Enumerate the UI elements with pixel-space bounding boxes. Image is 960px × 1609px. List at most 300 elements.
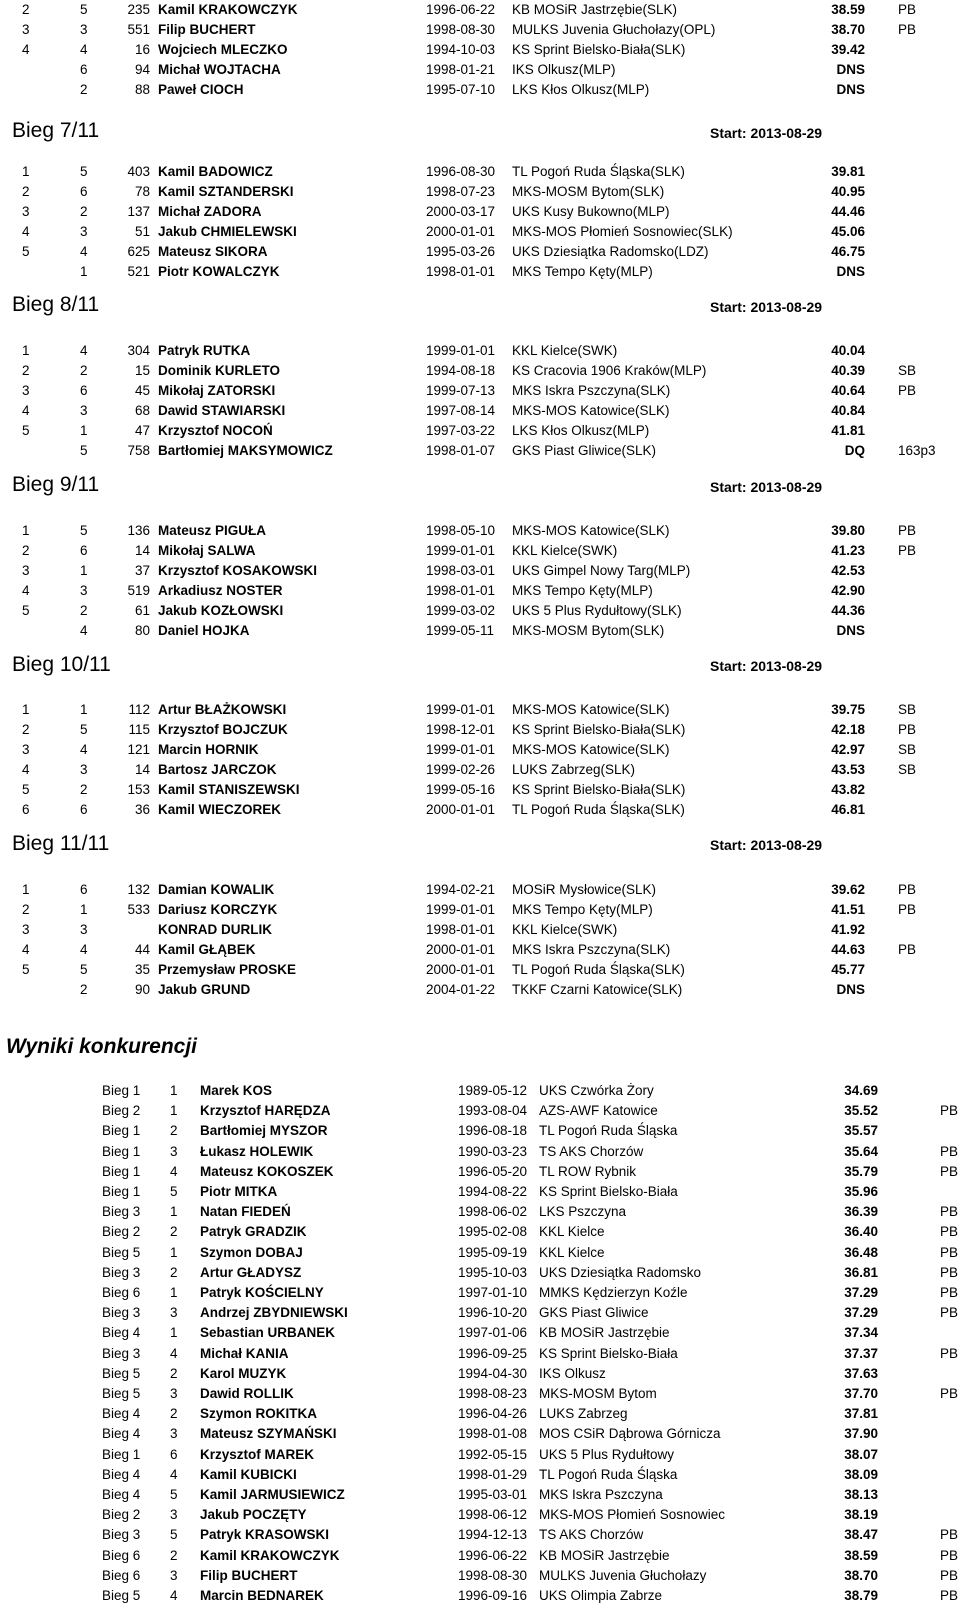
birth-date: 1995-03-01 <box>458 1487 528 1502</box>
athlete-name: Artur GŁADYSZ <box>200 1264 302 1280</box>
ranking-row <box>0 1505 960 1525</box>
bib-cell: 78 <box>134 184 150 199</box>
lane-cell: 2 <box>80 204 88 219</box>
result-time: 38.47 <box>844 1527 878 1543</box>
birth-date: 1996-06-22 <box>426 2 496 17</box>
result-note: PB <box>940 1224 959 1240</box>
club-name: GKS Piast Gliwice <box>539 1305 649 1321</box>
athlete-name: Marcin HORNIK <box>158 742 259 757</box>
bib-cell: 403 <box>127 164 150 179</box>
result-row <box>0 800 960 820</box>
result-row <box>0 361 960 381</box>
lane-cell: 6 <box>80 802 88 817</box>
ranking-row <box>0 1081 960 1101</box>
club-name: MULKS Juvenia Głuchołazy <box>539 1567 707 1583</box>
bib-cell: 45 <box>134 383 150 398</box>
heat-label: Bieg 3 <box>102 1345 141 1361</box>
club-name: LKS Pszczyna <box>539 1204 627 1220</box>
heat-place: 3 <box>170 1567 178 1583</box>
bib-cell: 625 <box>127 244 150 259</box>
birth-date: 1998-01-29 <box>458 1466 528 1482</box>
result-time: DNS <box>836 623 865 638</box>
club-name: KKL Kielce(SWK) <box>512 922 618 937</box>
birth-date: 1996-10-20 <box>458 1305 528 1321</box>
club-name: LUKS Zabrzeg <box>539 1406 628 1422</box>
bib-cell: 551 <box>127 22 150 37</box>
birth-date: 2004-01-22 <box>426 982 496 997</box>
athlete-name: Marek KOS <box>200 1083 273 1098</box>
birth-date: 1999-02-26 <box>426 762 496 777</box>
heat-place: 4 <box>170 1466 178 1482</box>
result-note: PB <box>940 1547 959 1563</box>
result-row <box>0 960 960 980</box>
athlete-name: Dominik KURLETO <box>158 363 281 378</box>
club-name: MKS Tempo Kęty(MLP) <box>512 583 653 598</box>
athlete-name: Krzysztof HARĘDZA <box>200 1103 331 1119</box>
heat-place: 1 <box>170 1083 178 1098</box>
lane-cell: 4 <box>80 942 88 957</box>
club-name: KB MOSiR Jastrzębie(SLK) <box>512 2 678 17</box>
heat-start-date: Start: 2013-08-29 <box>710 299 823 315</box>
place-cell: 3 <box>22 563 30 578</box>
heat-label: Bieg 1 <box>102 1083 141 1098</box>
heat-label: Bieg 5 <box>102 1244 141 1260</box>
place-cell: 5 <box>22 962 30 977</box>
heat-label: Bieg 2 <box>102 1507 141 1523</box>
heat-place: 4 <box>170 1163 178 1179</box>
heat-start-date: Start: 2013-08-29 <box>710 658 823 674</box>
club-name: UKS Olimpia Zabrze <box>539 1588 663 1603</box>
birth-date: 1997-03-22 <box>426 423 496 438</box>
result-time: 46.81 <box>831 802 865 817</box>
place-cell: 4 <box>22 403 30 418</box>
ranking-row <box>0 1566 960 1586</box>
place-cell: 2 <box>22 543 30 558</box>
lane-cell: 1 <box>80 702 88 717</box>
result-time: 38.09 <box>844 1466 878 1482</box>
athlete-name: Jakub CHMIELEWSKI <box>158 224 297 239</box>
athlete-name: Michał KANIA <box>200 1345 289 1361</box>
birth-date: 2000-01-01 <box>426 224 496 239</box>
section-title: Wyniki konkurencji <box>6 1035 197 1058</box>
club-name: IKS Olkusz(MLP) <box>512 62 616 77</box>
heat-label: Bieg 1 <box>102 1446 141 1462</box>
result-time: DNS <box>836 982 865 997</box>
club-name: MKS Iskra Pszczyna <box>539 1487 663 1502</box>
birth-date: 1998-01-08 <box>458 1426 528 1442</box>
result-row <box>0 162 960 182</box>
place-cell: 1 <box>22 702 30 717</box>
place-cell: 5 <box>22 782 30 797</box>
bib-cell: 37 <box>134 563 150 578</box>
result-time: 37.34 <box>844 1325 878 1341</box>
heat-place: 5 <box>170 1184 178 1199</box>
result-row <box>0 760 960 780</box>
place-cell: 2 <box>22 2 30 17</box>
birth-date: 1994-08-22 <box>458 1184 528 1199</box>
ranking-row <box>0 1323 960 1343</box>
athlete-name: Karol MUZYK <box>200 1365 287 1381</box>
ranking-row <box>0 1263 960 1283</box>
athlete-name: Mateusz SZYMAŃSKI <box>200 1426 337 1442</box>
place-cell: 4 <box>22 762 30 777</box>
athlete-name: KONRAD DURLIK <box>158 922 272 937</box>
lane-cell: 3 <box>80 224 88 239</box>
birth-date: 1998-01-01 <box>426 922 496 937</box>
place-cell: 1 <box>22 164 30 179</box>
club-name: TS AKS Chorzów <box>539 1527 644 1543</box>
result-note: PB <box>898 902 917 917</box>
result-note: PB <box>940 1163 959 1179</box>
bib-cell: 136 <box>127 523 150 538</box>
result-note: PB <box>898 882 917 897</box>
result-time: 37.81 <box>844 1406 878 1422</box>
place-cell: 5 <box>22 244 30 259</box>
club-name: TL Pogoń Ruda Śląska(SLK) <box>512 802 685 817</box>
lane-cell: 5 <box>80 443 88 458</box>
birth-date: 1998-08-30 <box>426 22 496 37</box>
result-time: 40.95 <box>831 184 865 199</box>
birth-date: 1999-01-01 <box>426 902 496 917</box>
heat-label: Bieg 3 <box>102 1527 141 1543</box>
birth-date: 1995-09-19 <box>458 1244 528 1260</box>
athlete-name: Artur BŁAŻKOWSKI <box>158 702 287 717</box>
result-row <box>0 441 960 461</box>
heat-start-date: Start: 2013-08-29 <box>710 479 823 495</box>
birth-date: 1995-02-08 <box>458 1224 528 1240</box>
result-time: 42.18 <box>831 722 865 737</box>
athlete-name: Mateusz KOKOSZEK <box>200 1163 334 1179</box>
athlete-name: Jakub POCZĘTY <box>200 1507 307 1523</box>
bib-cell: 14 <box>134 762 150 777</box>
club-name: MKS Iskra Pszczyna(SLK) <box>512 942 671 957</box>
result-row <box>0 900 960 920</box>
athlete-name: Dariusz KORCZYK <box>158 902 278 917</box>
result-time: 35.57 <box>844 1123 878 1139</box>
athlete-name: Patryk RUTKA <box>158 343 251 358</box>
result-time: 40.84 <box>831 403 865 418</box>
birth-date: 1994-12-13 <box>458 1527 528 1543</box>
ranking-row <box>0 1202 960 1222</box>
birth-date: 1989-05-12 <box>458 1083 528 1098</box>
bib-cell: 16 <box>134 42 150 57</box>
lane-cell: 3 <box>80 583 88 598</box>
heat-place: 1 <box>170 1285 178 1300</box>
result-time: 35.52 <box>844 1103 878 1119</box>
lane-cell: 3 <box>80 403 88 418</box>
athlete-name: Mikołaj SALWA <box>158 543 256 558</box>
athlete-name: Kamil GŁĄBEK <box>158 942 256 957</box>
result-time: DQ <box>844 443 865 458</box>
club-name: MKS-MOS Katowice(SLK) <box>512 702 670 717</box>
birth-date: 1994-10-03 <box>426 42 496 57</box>
heat-place: 1 <box>170 1103 178 1119</box>
ranking-row <box>0 1485 960 1505</box>
athlete-name: Kamil WIECZOREK <box>158 802 282 817</box>
place-cell: 2 <box>22 184 30 199</box>
bib-cell: 90 <box>134 982 150 997</box>
lane-cell: 2 <box>80 782 88 797</box>
result-time: 43.82 <box>831 782 865 797</box>
bib-cell: 519 <box>127 583 150 598</box>
heat-place: 2 <box>170 1123 178 1139</box>
heat-start-date: Start: 2013-08-29 <box>710 125 823 141</box>
place-cell: 4 <box>22 42 30 57</box>
result-time: 36.81 <box>844 1264 878 1280</box>
club-name: MKS-MOSM Bytom(SLK) <box>512 184 665 199</box>
lane-cell: 2 <box>80 603 88 618</box>
heat-label: Bieg 3 <box>102 1264 141 1280</box>
athlete-name: Krzysztof BOJCZUK <box>158 722 288 737</box>
result-time: 34.69 <box>844 1083 878 1098</box>
birth-date: 1999-01-01 <box>426 702 496 717</box>
bib-cell: 61 <box>134 603 150 618</box>
heat-title: Bieg 7/11 <box>12 119 100 142</box>
bib-cell: 153 <box>127 782 150 797</box>
ranking-row <box>0 1384 960 1404</box>
birth-date: 1999-01-01 <box>426 543 496 558</box>
result-time: 36.39 <box>844 1204 878 1220</box>
birth-date: 1999-01-01 <box>426 742 496 757</box>
place-cell: 3 <box>22 922 30 937</box>
lane-cell: 2 <box>80 982 88 997</box>
club-name: MKS-MOS Płomień Sosnowiec <box>539 1507 726 1523</box>
result-time: 37.63 <box>844 1365 878 1381</box>
result-time: 46.75 <box>831 244 865 259</box>
athlete-name: Dawid ROLLIK <box>200 1386 294 1401</box>
birth-date: 1998-08-23 <box>458 1386 528 1401</box>
result-time: 38.19 <box>844 1507 878 1523</box>
athlete-name: Mateusz PIGUŁA <box>158 523 267 538</box>
athlete-name: Krzysztof MAREK <box>200 1446 315 1462</box>
heat-title: Bieg 10/11 <box>12 653 111 676</box>
club-name: MULKS Juvenia Głuchołazy(OPL) <box>512 22 716 37</box>
club-name: TL Pogoń Ruda Śląska <box>539 1466 678 1482</box>
athlete-name: Paweł CIOCH <box>158 82 244 97</box>
result-note: PB <box>940 1345 959 1361</box>
result-time: 39.62 <box>831 882 865 897</box>
club-name: UKS Dziesiątka Radomsko(LDZ) <box>512 244 709 259</box>
place-cell: 3 <box>22 204 30 219</box>
club-name: LUKS Zabrzeg(SLK) <box>512 762 636 777</box>
ranking-row <box>0 1525 960 1545</box>
club-name: MKS-MOS Katowice(SLK) <box>512 742 670 757</box>
result-time: 42.90 <box>831 583 865 598</box>
birth-date: 1998-05-10 <box>426 523 496 538</box>
ranking-row <box>0 1222 960 1242</box>
result-note: SB <box>898 742 917 757</box>
athlete-name: Filip BUCHERT <box>158 22 256 37</box>
club-name: TL Pogoń Ruda Śląska(SLK) <box>512 164 685 179</box>
heat-title: Bieg 8/11 <box>12 293 100 316</box>
bib-cell: 35 <box>134 962 150 977</box>
result-time: DNS <box>836 62 865 77</box>
place-cell: 1 <box>22 882 30 897</box>
birth-date: 2000-01-01 <box>426 942 496 957</box>
result-note: PB <box>940 1264 959 1280</box>
result-row <box>0 720 960 740</box>
birth-date: 1998-06-02 <box>458 1204 528 1220</box>
result-time: 38.07 <box>844 1446 878 1462</box>
lane-cell: 1 <box>80 902 88 917</box>
place-cell: 2 <box>22 902 30 917</box>
athlete-name: Kamil KRAKOWCZYK <box>158 2 298 17</box>
place-cell: 3 <box>22 742 30 757</box>
birth-date: 1999-03-02 <box>426 603 496 618</box>
birth-date: 1998-01-01 <box>426 264 496 279</box>
result-time: 35.96 <box>844 1184 878 1199</box>
athlete-name: Kamil KRAKOWCZYK <box>200 1547 340 1563</box>
birth-date: 1992-05-15 <box>458 1446 528 1462</box>
result-row <box>0 581 960 601</box>
result-row <box>0 880 960 900</box>
bib-cell: 533 <box>127 902 150 917</box>
birth-date: 1999-01-01 <box>426 343 496 358</box>
result-row <box>0 561 960 581</box>
heat-place: 2 <box>170 1264 178 1280</box>
result-note: PB <box>940 1588 959 1603</box>
lane-cell: 6 <box>80 184 88 199</box>
bib-cell: 94 <box>134 62 150 77</box>
birth-date: 1995-03-26 <box>426 244 496 259</box>
heat-label: Bieg 1 <box>102 1143 141 1159</box>
result-time: 45.06 <box>831 224 865 239</box>
birth-date: 1999-07-13 <box>426 383 496 398</box>
result-row <box>0 80 960 100</box>
club-name: KKL Kielce <box>539 1244 605 1260</box>
birth-date: 1995-07-10 <box>426 82 496 97</box>
club-name: UKS 5 Plus Rydułtowy <box>539 1446 675 1462</box>
result-time: 41.92 <box>831 922 865 937</box>
birth-date: 1998-06-12 <box>458 1507 528 1523</box>
result-time: DNS <box>836 82 865 97</box>
heat-place: 5 <box>170 1527 178 1543</box>
result-row <box>0 40 960 60</box>
result-time: 44.36 <box>831 603 865 618</box>
club-name: TKKF Czarni Katowice(SLK) <box>512 982 683 997</box>
result-row <box>0 700 960 720</box>
heat-label: Bieg 6 <box>102 1567 141 1583</box>
athlete-name: Łukasz HOLEWIK <box>200 1143 314 1159</box>
result-row <box>0 621 960 641</box>
result-time: 45.77 <box>831 962 865 977</box>
heat-place: 3 <box>170 1386 178 1401</box>
result-note: SB <box>898 762 917 777</box>
heat-label: Bieg 2 <box>102 1103 141 1119</box>
bib-cell: 51 <box>134 224 150 239</box>
bib-cell: 44 <box>134 942 150 957</box>
result-time: 41.81 <box>831 423 865 438</box>
result-note: PB <box>898 722 917 737</box>
bib-cell: 14 <box>134 543 150 558</box>
birth-date: 1997-08-14 <box>426 403 496 418</box>
result-note: PB <box>898 523 917 538</box>
result-note: PB <box>940 1244 959 1260</box>
heat-label: Bieg 1 <box>102 1184 141 1199</box>
heat-start-date: Start: 2013-08-29 <box>710 837 823 853</box>
result-row <box>0 262 960 282</box>
result-note: PB <box>898 22 917 37</box>
heat-label: Bieg 1 <box>102 1163 141 1179</box>
result-row <box>0 0 960 20</box>
athlete-name: Bartosz JARCZOK <box>158 762 277 777</box>
lane-cell: 3 <box>80 762 88 777</box>
club-name: TL Pogoń Ruda Śląska <box>539 1123 678 1139</box>
club-name: KKL Kielce <box>539 1224 605 1240</box>
result-row <box>0 381 960 401</box>
lane-cell: 5 <box>80 962 88 977</box>
athlete-name: Patryk KOŚCIELNY <box>200 1285 324 1300</box>
athlete-name: Kamil STANISZEWSKI <box>158 782 300 797</box>
lane-cell: 5 <box>80 722 88 737</box>
club-name: MOS CSiR Dąbrowa Górnicza <box>539 1426 721 1442</box>
heat-place: 6 <box>170 1446 178 1462</box>
lane-cell: 4 <box>80 42 88 57</box>
lane-cell: 5 <box>80 164 88 179</box>
birth-date: 1998-01-01 <box>426 583 496 598</box>
result-time: 42.53 <box>831 563 865 578</box>
result-note: PB <box>940 1143 959 1159</box>
club-name: GKS Piast Gliwice(SLK) <box>512 443 657 458</box>
heat-place: 3 <box>170 1426 178 1442</box>
result-note: PB <box>940 1527 959 1543</box>
ranking-row <box>0 1445 960 1465</box>
athlete-name: Sebastian URBANEK <box>200 1325 336 1341</box>
club-name: LKS Kłos Olkusz(MLP) <box>512 82 650 97</box>
bib-cell: 115 <box>128 722 150 737</box>
result-time: 37.29 <box>844 1305 878 1321</box>
ranking-row <box>0 1586 960 1606</box>
result-row <box>0 20 960 40</box>
ranking-row <box>0 1142 960 1162</box>
athlete-name: Michał ZADORA <box>158 204 262 219</box>
result-row <box>0 421 960 441</box>
birth-date: 2000-01-01 <box>426 802 496 817</box>
result-row <box>0 601 960 621</box>
birth-date: 1999-05-11 <box>426 623 495 638</box>
club-name: MMKS Kędzierzyn Koźle <box>539 1285 688 1300</box>
athlete-name: Jakub KOZŁOWSKI <box>158 603 284 618</box>
result-note: PB <box>940 1285 959 1300</box>
result-note: PB <box>898 543 917 558</box>
birth-date: 1995-10-03 <box>458 1264 528 1280</box>
lane-cell: 1 <box>80 563 88 578</box>
ranking-row <box>0 1546 960 1566</box>
birth-date: 1998-07-23 <box>426 184 496 199</box>
result-row <box>0 401 960 421</box>
ranking-row <box>0 1424 960 1444</box>
place-cell: 4 <box>22 942 30 957</box>
bib-cell: 68 <box>134 403 150 418</box>
heat-label: Bieg 4 <box>102 1325 141 1341</box>
result-time: 35.79 <box>844 1163 878 1179</box>
heat-place: 1 <box>170 1244 178 1260</box>
result-note: PB <box>898 942 917 957</box>
bib-cell: 121 <box>127 742 150 757</box>
result-time: 39.80 <box>831 523 865 538</box>
heat-label: Bieg 6 <box>102 1547 141 1563</box>
result-time: 41.23 <box>831 543 865 558</box>
lane-cell: 2 <box>80 363 88 378</box>
result-time: 37.70 <box>844 1386 878 1401</box>
result-row <box>0 521 960 541</box>
place-cell: 4 <box>22 583 30 598</box>
result-time: 44.63 <box>831 942 865 957</box>
ranking-row <box>0 1243 960 1263</box>
lane-cell: 6 <box>80 383 88 398</box>
result-time: 35.64 <box>844 1143 878 1159</box>
athlete-name: Mikołaj ZATORSKI <box>158 383 276 398</box>
